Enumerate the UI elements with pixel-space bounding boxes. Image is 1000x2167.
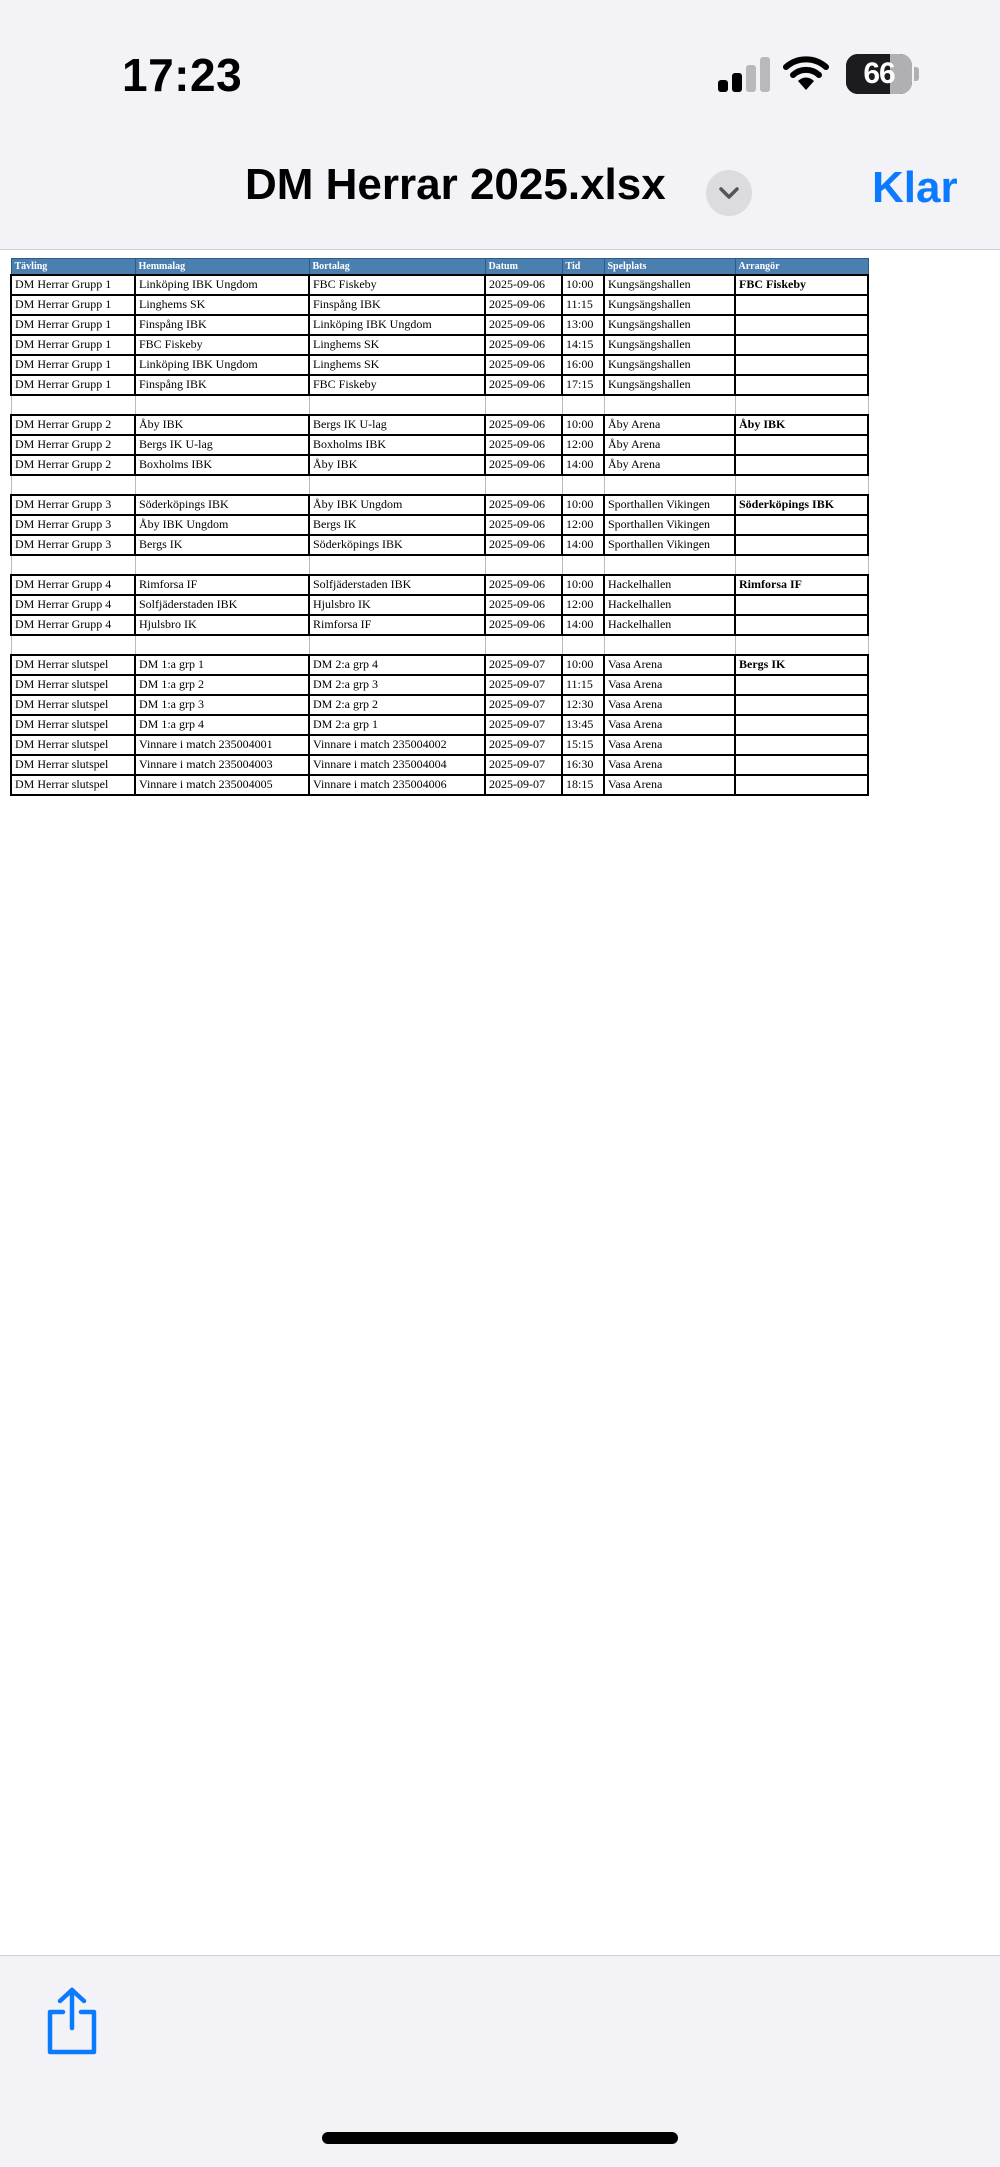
table-cell[interactable]: DM Herrar slutspel [11,715,135,735]
table-cell[interactable] [309,555,485,575]
table-row [11,595,868,615]
table-row [11,515,868,535]
table-cell[interactable]: Vinnare i match 235004004 [309,755,485,775]
table-cell[interactable]: Hackelhallen [604,575,735,595]
table-cell[interactable]: Finspång IBK [309,295,485,315]
table-cell[interactable]: Linköping IBK Ungdom [309,315,485,335]
table-cell[interactable]: 18:15 [562,775,604,795]
table-row [11,535,868,555]
table-cell[interactable]: DM 1:a grp 1 [135,655,309,675]
table-row [11,735,868,755]
table-cell[interactable] [735,595,868,615]
table-cell[interactable]: Bergs IK [135,535,309,555]
table-cell[interactable]: Kungsängshallen [604,355,735,375]
table-cell[interactable]: 2025-09-07 [485,755,562,775]
table-cell[interactable]: Sporthallen Vikingen [604,515,735,535]
table-row [11,755,868,775]
table-cell[interactable]: Kungsängshallen [604,295,735,315]
table-cell[interactable]: DM Herrar slutspel [11,735,135,755]
column-header[interactable]: Hemmalag [135,259,309,275]
table-cell[interactable]: Bergs IK U-lag [309,415,485,435]
table-cell[interactable]: 16:00 [562,355,604,375]
table-cell[interactable]: Vasa Arena [604,695,735,715]
table-cell[interactable] [485,475,562,495]
table-cell[interactable] [135,555,309,575]
table-cell[interactable]: Vinnare i match 235004002 [309,735,485,755]
table-cell[interactable]: FBC Fiskeby [309,275,485,295]
table-row [11,695,868,715]
table-cell[interactable] [735,295,868,315]
table-cell[interactable] [604,475,735,495]
table-cell[interactable]: Vinnare i match 235004001 [135,735,309,755]
table-cell[interactable]: 2025-09-06 [485,375,562,395]
table-cell[interactable]: Kungsängshallen [604,335,735,355]
table-cell[interactable]: Boxholms IBK [135,455,309,475]
table-cell[interactable]: DM Herrar Grupp 1 [11,335,135,355]
table-cell[interactable] [604,555,735,575]
table-cell[interactable]: 13:00 [562,315,604,335]
table-cell[interactable]: DM Herrar slutspel [11,695,135,715]
table-cell[interactable] [11,475,135,495]
table-cell[interactable]: Rimforsa IF [735,575,868,595]
table-row [11,375,868,395]
column-header[interactable]: Arrangör [735,259,868,275]
table-cell[interactable]: 14:15 [562,335,604,355]
table-cell[interactable] [604,395,735,415]
table-cell[interactable]: DM Herrar Grupp 4 [11,575,135,595]
table-cell[interactable] [604,635,735,655]
table-cell[interactable]: 2025-09-06 [485,595,562,615]
table-row [11,775,868,795]
table-cell[interactable]: DM 1:a grp 3 [135,695,309,715]
table-cell[interactable]: DM Herrar Grupp 2 [11,415,135,435]
share-button[interactable] [44,1986,100,2056]
table-row [11,575,868,595]
table-cell[interactable]: DM Herrar Grupp 2 [11,455,135,475]
table-cell[interactable]: 2025-09-07 [485,695,562,715]
table-cell[interactable]: 2025-09-07 [485,715,562,735]
table-row [11,455,868,475]
table-cell[interactable]: DM 2:a grp 4 [309,655,485,675]
table-cell[interactable]: 2025-09-06 [485,275,562,295]
table-cell[interactable]: Åby Arena [604,455,735,475]
table-header-row [11,259,868,275]
table-cell[interactable]: 15:15 [562,735,604,755]
table-cell[interactable]: 17:15 [562,375,604,395]
table-cell[interactable]: 2025-09-06 [485,515,562,535]
table-cell[interactable]: 2025-09-06 [485,495,562,515]
table-cell[interactable]: Rimforsa IF [309,615,485,635]
table-cell[interactable]: 2025-09-07 [485,735,562,755]
battery-percentage: 66 [863,57,895,90]
table-cell[interactable]: Vasa Arena [604,675,735,695]
table-cell[interactable]: 12:00 [562,515,604,535]
table-cell[interactable]: Vasa Arena [604,755,735,775]
table-cell[interactable] [562,475,604,495]
table-cell[interactable] [11,395,135,415]
table-cell[interactable]: Vasa Arena [604,735,735,755]
table-row [11,415,868,435]
table-cell[interactable]: Åby IBK [309,455,485,475]
table-row [11,675,868,695]
empty-row [11,475,868,495]
table-cell[interactable] [485,555,562,575]
table-cell[interactable] [735,615,868,635]
table-cell[interactable]: Åby IBK [135,415,309,435]
table-cell[interactable]: 2025-09-07 [485,775,562,795]
table-cell[interactable]: Bergs IK [735,655,868,675]
table-cell[interactable]: 10:00 [562,415,604,435]
table-cell[interactable]: DM Herrar Grupp 3 [11,535,135,555]
table-cell[interactable] [735,715,868,735]
column-header[interactable]: Spelplats [604,259,735,275]
table-cell[interactable]: 2025-09-06 [485,415,562,435]
table-cell[interactable]: Åby IBK [735,415,868,435]
battery-icon [846,54,912,94]
table-cell[interactable]: 12:00 [562,435,604,455]
table-cell[interactable]: Solfjäderstaden IBK [135,595,309,615]
chevron-down-icon [718,186,740,200]
table-cell[interactable]: Hackelhallen [604,615,735,635]
table-cell[interactable]: 2025-09-06 [485,615,562,635]
table-cell[interactable] [135,395,309,415]
table-cell[interactable]: Åby IBK Ungdom [309,495,485,515]
table-row [11,495,868,515]
table-cell[interactable]: 2025-09-06 [485,455,562,475]
table-cell[interactable]: Hackelhallen [604,595,735,615]
table-cell[interactable]: 2025-09-06 [485,295,562,315]
table-cell[interactable] [562,555,604,575]
empty-row [11,635,868,655]
table-cell[interactable]: DM 2:a grp 3 [309,675,485,695]
table-cell[interactable]: 2025-09-06 [485,355,562,375]
table-cell[interactable] [562,635,604,655]
table-cell[interactable]: Vinnare i match 235004005 [135,775,309,795]
table-cell[interactable]: DM Herrar Grupp 1 [11,375,135,395]
table-cell[interactable]: Linghems SK [309,335,485,355]
table-cell[interactable]: 2025-09-06 [485,335,562,355]
table-cell[interactable] [735,355,868,375]
table-cell[interactable]: Finspång IBK [135,315,309,335]
table-cell[interactable]: Söderköpings IBK [135,495,309,515]
table-cell[interactable]: Vasa Arena [604,715,735,735]
column-header[interactable]: Tävling [11,259,135,275]
table-cell[interactable]: DM 2:a grp 1 [309,715,485,735]
table-cell[interactable]: 12:30 [562,695,604,715]
title-menu-button[interactable] [706,170,752,216]
table-cell[interactable]: Bergs IK [309,515,485,535]
table-cell[interactable]: Vasa Arena [604,655,735,675]
table-cell[interactable]: Kungsängshallen [604,275,735,295]
table-cell[interactable]: Kungsängshallen [604,375,735,395]
wifi-icon [782,54,830,92]
table-cell[interactable]: 13:45 [562,715,604,735]
table-cell[interactable]: 14:00 [562,615,604,635]
table-row [11,335,868,355]
home-indicator [322,2132,678,2144]
table-cell[interactable] [735,695,868,715]
share-icon [44,1986,100,2056]
table-cell[interactable]: DM Herrar slutspel [11,675,135,695]
cellular-signal-icon [718,56,770,92]
table-cell[interactable]: DM Herrar Grupp 3 [11,495,135,515]
done-button[interactable]: Klar [872,163,958,212]
table-cell[interactable] [735,335,868,355]
document-title[interactable]: DM Herrar 2025.xlsx [245,160,666,209]
empty-row [11,555,868,575]
table-cell[interactable]: DM Herrar Grupp 3 [11,515,135,535]
table-cell[interactable] [735,775,868,795]
table-cell[interactable]: 10:00 [562,275,604,295]
table-cell[interactable]: 10:00 [562,495,604,515]
table-cell[interactable]: Sporthallen Vikingen [604,535,735,555]
table-cell[interactable]: DM 1:a grp 4 [135,715,309,735]
table-cell[interactable]: 2025-09-06 [485,575,562,595]
table-cell[interactable] [735,515,868,535]
table-cell[interactable]: 14:00 [562,535,604,555]
table-row [11,655,868,675]
table-cell[interactable] [735,395,868,415]
table-cell[interactable]: Sporthallen Vikingen [604,495,735,515]
table-cell[interactable] [135,635,309,655]
table-cell[interactable]: DM Herrar Grupp 1 [11,355,135,375]
table-row [11,295,868,315]
table-cell[interactable]: Rimforsa IF [135,575,309,595]
table-cell[interactable]: Boxholms IBK [309,435,485,455]
table-cell[interactable] [735,555,868,575]
table-cell[interactable]: DM Herrar Grupp 2 [11,435,135,455]
table-cell[interactable]: 2025-09-06 [485,435,562,455]
table-cell[interactable]: 2025-09-06 [485,535,562,555]
table-cell[interactable]: FBC Fiskeby [309,375,485,395]
status-time: 17:23 [122,49,243,101]
table-row [11,355,868,375]
table-cell[interactable]: 10:00 [562,655,604,675]
table-cell[interactable] [735,675,868,695]
table-cell[interactable] [735,735,868,755]
table-row [11,275,868,295]
table-row [11,615,868,635]
table-cell[interactable] [735,755,868,775]
table-cell[interactable]: 11:15 [562,675,604,695]
table-cell[interactable]: 10:00 [562,575,604,595]
table-cell[interactable]: Åby Arena [604,435,735,455]
table-cell[interactable]: DM Herrar slutspel [11,655,135,675]
table-cell[interactable]: 2025-09-06 [485,315,562,335]
table-cell[interactable] [485,395,562,415]
table-cell[interactable]: Finspång IBK [135,375,309,395]
table-cell[interactable]: 11:15 [562,295,604,315]
table-cell[interactable]: Linghems SK [309,355,485,375]
table-cell[interactable]: 2025-09-07 [485,675,562,695]
top-bar [0,0,1000,250]
table-cell[interactable]: Söderköpings IBK [309,535,485,555]
table-cell[interactable] [11,555,135,575]
table-cell[interactable]: FBC Fiskeby [735,275,868,295]
column-header[interactable]: Datum [485,259,562,275]
table-cell[interactable] [735,635,868,655]
table-cell[interactable] [309,635,485,655]
table-row [11,315,868,335]
battery-cap [914,67,919,81]
table-cell[interactable]: DM Herrar Grupp 1 [11,295,135,315]
table-cell[interactable]: DM Herrar Grupp 4 [11,595,135,615]
table-cell[interactable]: Söderköpings IBK [735,495,868,515]
table-cell[interactable] [735,455,868,475]
table-row [11,715,868,735]
table-cell[interactable]: FBC Fiskeby [135,335,309,355]
table-cell[interactable]: 12:00 [562,595,604,615]
table-cell[interactable]: Linghems SK [135,295,309,315]
table-cell[interactable]: DM Herrar slutspel [11,775,135,795]
table-row [11,435,868,455]
column-header[interactable]: Tid [562,259,604,275]
table-cell[interactable] [735,315,868,335]
table-cell[interactable] [735,375,868,395]
table-cell[interactable]: 2025-09-07 [485,655,562,675]
table-cell[interactable]: 14:00 [562,455,604,475]
table-cell[interactable] [11,635,135,655]
table-cell[interactable]: Åby Arena [604,415,735,435]
table-cell[interactable]: Linköping IBK Ungdom [135,355,309,375]
table-cell[interactable]: Vinnare i match 235004003 [135,755,309,775]
table-cell[interactable]: Vinnare i match 235004006 [309,775,485,795]
table-cell[interactable]: DM Herrar Grupp 4 [11,615,135,635]
table-cell[interactable] [735,435,868,455]
table-cell[interactable]: DM Herrar Grupp 1 [11,315,135,335]
table-cell[interactable]: Kungsängshallen [604,315,735,335]
empty-row [11,395,868,415]
table-cell[interactable]: DM 2:a grp 2 [309,695,485,715]
table-cell[interactable] [485,635,562,655]
table-cell[interactable]: DM Herrar slutspel [11,755,135,775]
table-cell[interactable] [562,395,604,415]
table-cell[interactable]: Vasa Arena [604,775,735,795]
table-cell[interactable]: Hjulsbro IK [309,595,485,615]
table-cell[interactable] [135,475,309,495]
table-cell[interactable] [735,535,868,555]
table-cell[interactable] [309,395,485,415]
table-cell[interactable]: Linköping IBK Ungdom [135,275,309,295]
table-cell[interactable]: DM Herrar Grupp 1 [11,275,135,295]
table-cell[interactable]: DM 1:a grp 2 [135,675,309,695]
table-cell[interactable] [735,475,868,495]
table-cell[interactable]: Bergs IK U-lag [135,435,309,455]
table-cell[interactable] [309,475,485,495]
column-header[interactable]: Bortalag [309,259,485,275]
spreadsheet-table [10,258,869,796]
table-cell[interactable]: Åby IBK Ungdom [135,515,309,535]
table-cell[interactable]: Hjulsbro IK [135,615,309,635]
table-cell[interactable]: Solfjäderstaden IBK [309,575,485,595]
table-cell[interactable]: 16:30 [562,755,604,775]
